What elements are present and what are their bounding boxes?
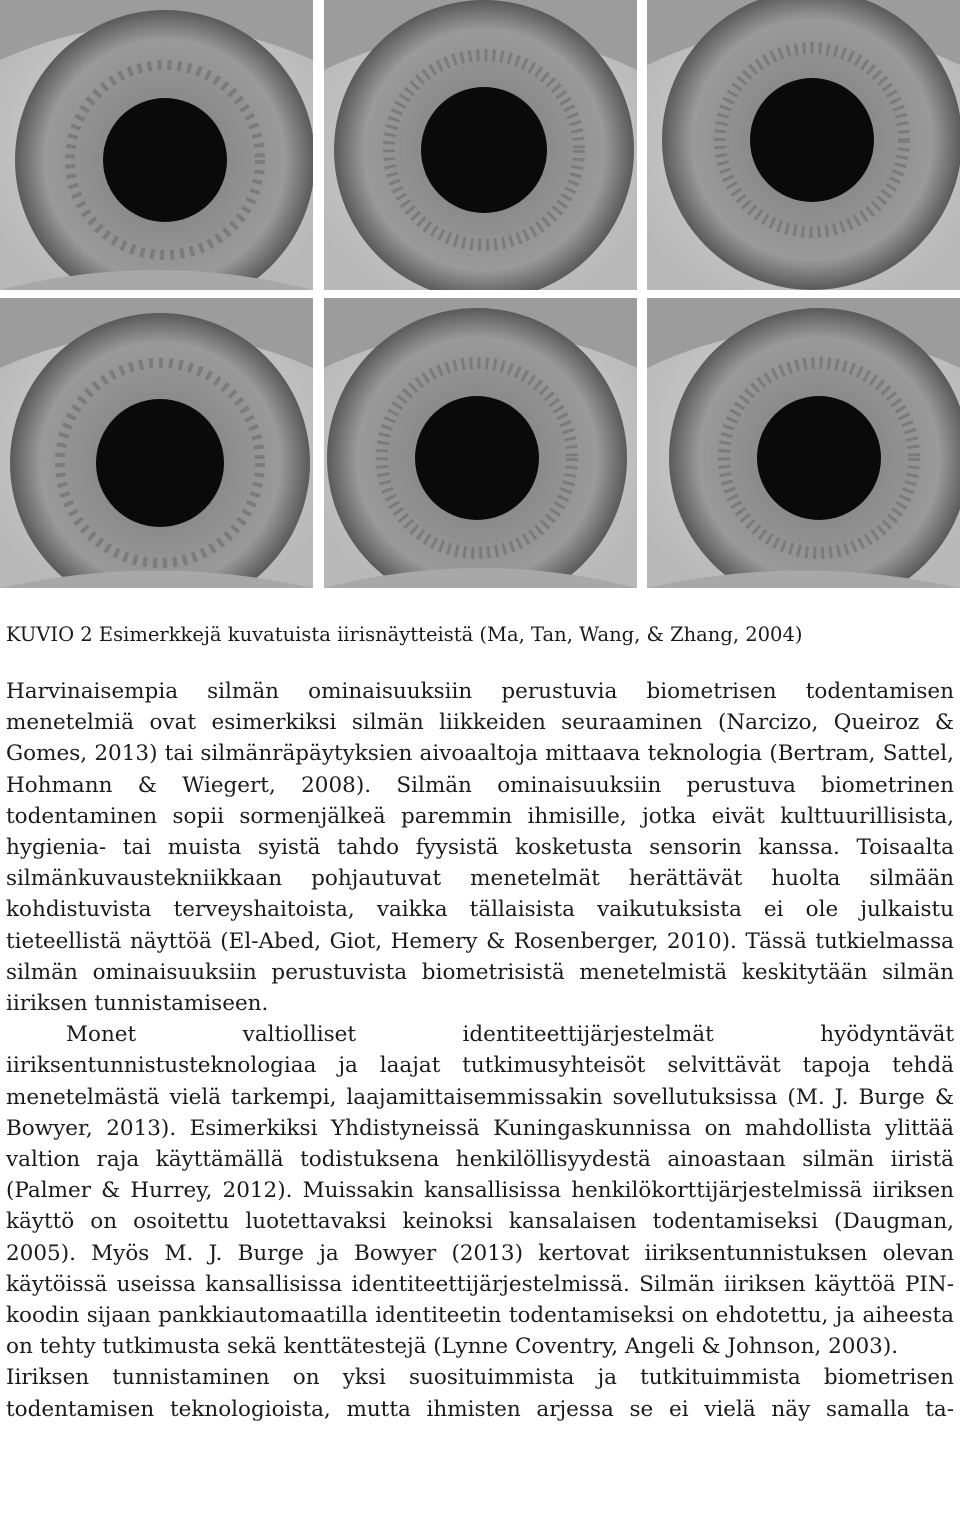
iris-sample-6 xyxy=(647,298,960,588)
iris-sample-image xyxy=(0,298,313,588)
iris-sample-image xyxy=(647,298,960,588)
body-text xyxy=(6,676,954,1425)
iris-sample-image xyxy=(0,0,313,290)
iris-sample-image xyxy=(647,0,960,290)
iris-sample-4 xyxy=(0,298,313,588)
iris-sample-2 xyxy=(324,0,637,290)
figure-caption: KUVIO 2 Esimerkkejä kuvatuista iirisnäytteistä (Ma, Tan, Wang, & Zhang, 2004) xyxy=(6,623,803,646)
iris-figure xyxy=(0,0,960,588)
iris-sample-1 xyxy=(0,0,313,290)
iris-sample-image xyxy=(324,298,637,588)
paragraph: Iiriksen tunnistaminen on yksi suosituimmista ja tutkituimmista biometrisen todentamisen teknologioista, mutta ihmisten arjessa se ei vielä näy samalla ta- xyxy=(6,1365,954,1422)
iris-sample-5 xyxy=(324,298,637,588)
iris-sample-3 xyxy=(647,0,960,290)
iris-sample-image xyxy=(324,0,637,290)
paragraph: Monet valtiolliset identiteettijärjestelmät hyödyntävät iiriksentunnistusteknologiaa ja laajat tutkimusyhteisöt selvittävät tapoja tehdä menetelmästä vielä tarkempi, laajamittaisemmissakin sovellutuksissa (M. J. Burge & Bowyer, 2013). Esimerkiksi Yhdistyneissä Kuningaskunnissa on mahdollista ylittää valtion raja käyttämällä todistuksena henkilöllisyydestä ainoastaan silmän iiristä (Palmer & Hurrey, 2012). Muissakin kansallisissa henkilökorttijärjestelmissä iiriksen käyttö on osoitettu luotettavaksi keinoksi kansalaisen todentamiseksi (Daugman, 2005). Myös M. J. Burge ja Bowyer (2013) kertovat iiriksentunnistuksen olevan käytöissä useissa kansallisissa identiteettijärjestelmissä. Silmän iiriksen käyttöä PIN-koodin sijaan pankkiautomaatilla identiteetin todentamiseksi on ehdotettu, ja aiheesta on tehty tutkimusta sekä kenttätestejä (Lynne Coventry, Angeli & Johnson, 2003). xyxy=(6,1022,954,1360)
paragraph: Harvinaisempia silmän ominaisuuksiin perustuvia biometrisen todentamisen menetelmiä ovat esimerkiksi silmän liikkeiden seuraaminen (Narcizo, Queiroz & Gomes, 2013) tai silmänräpäytyksien aivoaaltoja mittaava teknologia (Bertram, Sattel, Hohmann & Wiegert, 2008). Silmän ominaisuuksiin perustuva biometrinen todentaminen sopii sormenjälkeä paremmin ihmisille, jotka eivät kulttuurillisista, hygienia- tai muista syistä tahdo fyysistä kosketusta sensorin kanssa. Toisaalta silmänkuvaustekniikkaan pohjautuvat menetelmät herättävät huolta silmään kohdistuvista terveyshaitoista, vaikka tällaisista vaikutuksista ei ole julkaistu tieteellistä näyttöä (El-Abed, Giot, Hemery & Rosenberger, 2010). Tässä tutkielmassa silmän ominaisuuksiin perustuvista biometrisistä menetelmistä keskitytään silmän iiriksen tunnistamiseen. xyxy=(6,679,954,1017)
